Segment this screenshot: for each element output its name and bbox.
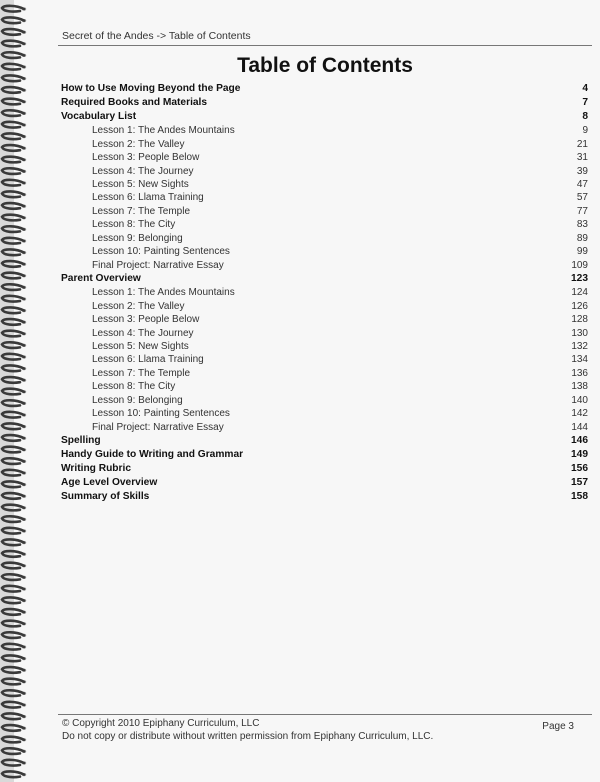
toc-entry-label: Lesson 7: The Temple [92,367,191,379]
binding-coil [2,539,24,545]
toc-section-entry [61,462,588,476]
binding-coil [2,400,24,406]
distribution-notice: Do not copy or distribute without written permission from Epiphany Curriculum, LLC. [62,731,434,742]
toc-entry-page-number: 157 [571,477,588,489]
toc-entry-label: Lesson 10: Painting Sentences [92,408,230,420]
binding-coil [2,17,24,23]
binding-coil [2,505,24,511]
binding-coil [2,354,24,360]
binding-coil [2,470,24,476]
toc-subsection-entry [61,394,588,407]
toc-entry-page-number: 134 [571,354,588,366]
binding-coil [2,41,24,47]
toc-entry-page-number: 57 [576,192,588,204]
binding-coil [2,261,24,267]
toc-entry-label: Lesson 9: Belonging [92,232,183,244]
binding-coil [2,690,24,696]
binding-coil [2,6,24,12]
document-page [14,0,600,782]
binding-coil [2,713,24,719]
toc-subsection-entry [61,178,588,191]
binding-coil [2,122,24,128]
binding-coil [2,586,24,592]
header-divider [58,45,592,46]
binding-coil [2,296,24,302]
binding-coil [2,307,24,313]
binding-coil [2,203,24,209]
toc-subsection-entry [61,191,588,204]
toc-entry-page-number: 77 [576,205,588,217]
binding-coil [2,423,24,429]
toc-subsection-entry [61,245,588,258]
binding-coil [2,737,24,743]
binding-coil [2,574,24,580]
binding-coil [2,284,24,290]
toc-entry-label: Lesson 7: The Temple [92,205,191,217]
binding-coil [2,215,24,221]
toc-entry-label: How to Use Moving Beyond the Page [61,83,241,94]
toc-entry-page-number: 126 [571,300,588,312]
toc-subsection-entry [61,327,588,340]
toc-entry-label: Lesson 10: Painting Sentences [92,246,230,258]
toc-subsection-entry [61,151,588,164]
binding-coil [2,157,24,163]
toc-entry-label: Lesson 8: The City [92,219,176,231]
toc-entry-page-number: 109 [571,259,588,271]
binding-coil [2,679,24,685]
toc-subsection-entry [61,218,588,231]
toc-entry-page-number: 83 [576,219,588,231]
binding-coil [2,644,24,650]
toc-entry-page-number: 21 [576,138,588,150]
binding-coil [2,331,24,337]
toc-entry-page-number: 136 [571,367,588,379]
toc-entry-label: Vocabulary List [61,111,137,123]
toc-entry-page-number: 4 [582,83,588,94]
toc-entry-label: Lesson 1: The Andes Mountains [92,287,235,299]
binding-coil [2,760,24,766]
toc-entry-label: Lesson 3: People Below [92,314,200,326]
binding-coil [2,52,24,58]
toc-entry-label: Lesson 6: Llama Training [92,354,204,366]
binding-coil [2,389,24,395]
binding-coil [2,319,24,325]
binding-coil [2,191,24,197]
toc-entry-page-number: 156 [571,463,588,475]
toc-entry-label: Lesson 6: Llama Training [92,192,204,204]
toc-entry-label: Lesson 5: New Sights [92,179,189,191]
toc-entry-label: Age Level Overview [61,477,158,489]
toc-entry-label: Handy Guide to Writing and Grammar [61,449,244,461]
binding-coil [2,435,24,441]
binding-coil [2,771,24,777]
binding-coil [2,133,24,139]
toc-entry-label: Final Project: Narrative Essay [92,421,224,433]
toc-subsection-entry [61,313,588,326]
toc-subsection-entry [61,205,588,218]
toc-section-entry [61,82,588,96]
toc-list [61,82,588,504]
page-title: Table of Contents [237,54,413,77]
footer-divider [58,714,592,715]
toc-entry-page-number: 9 [582,125,588,137]
copyright-text: © Copyright 2010 Epiphany Curriculum, LLC [62,718,260,729]
toc-subsection-entry [61,138,588,151]
binding-coil [2,447,24,453]
toc-entry-page-number: 138 [571,381,588,393]
toc-entry-page-number: 123 [571,273,588,285]
toc-entry-page-number: 31 [576,152,588,164]
toc-section-entry [61,476,588,490]
binding-coil [2,458,24,464]
binding-coil [2,110,24,116]
binding-coil [2,75,24,81]
binding-coil [2,748,24,754]
binding-coil [2,29,24,35]
footer-copyright-block [62,717,433,743]
running-header: Secret of the Andes -> Table of Contents [62,30,251,42]
binding-coil [2,412,24,418]
toc-entry-label: Lesson 8: The City [92,381,176,393]
toc-entry-page-number: 146 [571,435,588,446]
toc-entry-label: Lesson 4: The Journey [92,327,194,339]
toc-entry-label: Parent Overview [61,273,141,285]
binding-coil [2,377,24,383]
binding-coil [2,226,24,232]
toc-entry-label: Lesson 1: The Andes Mountains [92,125,235,137]
binding-coil [2,702,24,708]
toc-section-entry [61,434,588,448]
toc-subsection-entry [61,286,588,299]
toc-entry-page-number: 142 [571,408,588,420]
toc-entry-label: Final Project: Narrative Essay [92,259,224,271]
toc-entry-page-number: 158 [571,491,588,503]
binding-coil [2,667,24,673]
binding-coil [2,621,24,627]
toc-entry-page-number: 99 [576,246,588,258]
toc-section-entry [61,272,588,286]
toc-entry-label: Spelling [61,435,101,446]
toc-entry-label: Lesson 2: The Valley [92,300,185,312]
toc-entry-page-number: 130 [571,327,588,339]
binding-coil [2,365,24,371]
toc-entry-page-number: 7 [582,97,588,109]
toc-subsection-entry [61,340,588,353]
binding-coil [2,238,24,244]
binding-coil [2,87,24,93]
toc-subsection-entry [61,232,588,245]
binding-coil [2,342,24,348]
toc-subsection-entry [61,407,588,420]
toc-section-entry [61,96,588,110]
binding-coil [2,64,24,70]
binding-coil [2,99,24,105]
binding-coil [2,481,24,487]
toc-entry-page-number: 144 [571,421,588,433]
toc-entry-page-number: 39 [576,165,588,177]
toc-entry-page-number: 124 [571,287,588,299]
binding-coil [2,168,24,174]
toc-subsection-entry [61,421,588,434]
toc-entry-page-number: 128 [571,314,588,326]
binding-coil [2,273,24,279]
toc-subsection-entry [61,165,588,178]
toc-subsection-entry [61,353,588,366]
toc-subsection-entry [61,380,588,393]
toc-subsection-entry [61,259,588,272]
binding-coil [2,249,24,255]
toc-entry-page-number: 47 [576,179,588,191]
binding-coil [2,632,24,638]
binding-coil [2,516,24,522]
binding-coil [2,551,24,557]
toc-entry-page-number: 132 [571,340,588,352]
toc-subsection-entry [61,124,588,137]
toc-entry-label: Lesson 2: The Valley [92,138,185,150]
binding-coil [2,180,24,186]
binding-coil [2,145,24,151]
toc-entry-label: Lesson 4: The Journey [92,165,194,177]
toc-entry-label: Summary of Skills [61,491,150,503]
binding-coil [2,597,24,603]
binding-coil [2,528,24,534]
binding-coil [2,655,24,661]
toc-entry-page-number: 8 [582,111,588,123]
toc-section-entry [61,110,588,124]
binding-coil [2,563,24,569]
binding-coil [2,493,24,499]
toc-subsection-entry [61,300,588,313]
toc-entry-label: Writing Rubric [61,463,131,475]
toc-entry-page-number: 89 [576,232,588,244]
toc-entry-label: Lesson 3: People Below [92,152,200,164]
toc-subsection-entry [61,367,588,380]
spiral-binding-icon [0,0,34,782]
toc-entry-page-number: 140 [571,394,588,406]
binding-coil [2,609,24,615]
toc-entry-label: Required Books and Materials [61,97,208,109]
page-number: Page 3 [542,721,574,732]
toc-section-entry [61,448,588,462]
toc-entry-label: Lesson 5: New Sights [92,340,189,352]
toc-entry-label: Lesson 9: Belonging [92,394,183,406]
binding-coil [2,725,24,731]
toc-entry-page-number: 149 [571,449,588,461]
toc-section-entry [61,490,588,504]
